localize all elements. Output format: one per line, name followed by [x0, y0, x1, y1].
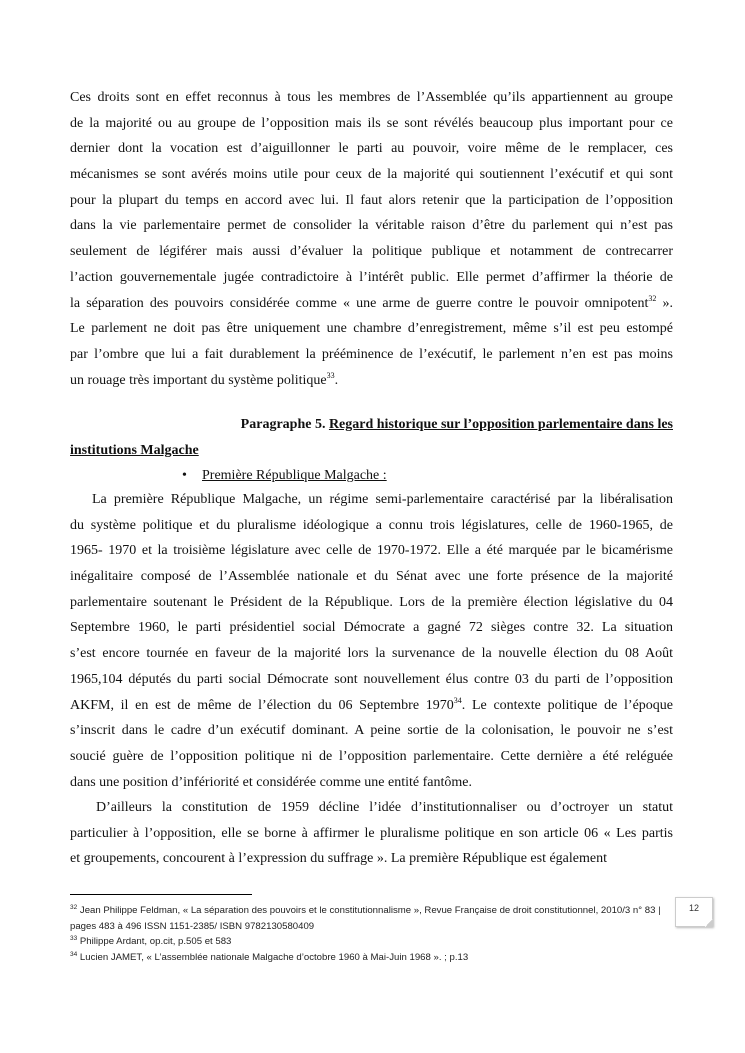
footnote [70, 903, 670, 934]
line-text: mécanismes se sont avérés moins utile pour ceux de la majorité qui soutiennent l’exécutif et qui sont [70, 167, 673, 183]
paragraph-3 [70, 795, 673, 872]
line-text: soucié guère de l’opposition politique ni de l’opposition parlementaire. Cette dernière a été reléguée [70, 748, 673, 764]
footnote-number: 32 [70, 904, 78, 911]
heading-prefix: Paragraphe 5. [240, 417, 329, 432]
footnotes [70, 903, 670, 965]
line-text: . Le contexte politique de l’époque [461, 697, 674, 713]
text-line [70, 85, 673, 111]
footnote-text: Lucien JAMET, « L’assemblée nationale Malgache d’octobre 1960 à Mai-Juin 1968 ». ; p.13 [77, 951, 469, 963]
heading-title-line1: Regard historique sur l’opposition parlementaire dans les [328, 417, 673, 432]
line-text: 1965,104 députés du parti social Démocrate sont nouvellement élus contre 03 du parti de l’opposition [70, 671, 673, 687]
footnote-separator [70, 894, 252, 895]
text-line [70, 641, 673, 667]
line-text: dans la vie parlementaire permet de consolider la véritable raison d’être du parlement qui n’est pas [70, 218, 673, 234]
line-text: Le parlement ne doit pas être uniquement une chambre d’enregistrement, même s’il est peu estompé [70, 321, 673, 337]
text-line [70, 111, 673, 137]
text-line [70, 590, 673, 616]
footnote-ref[interactable]: 32 [648, 293, 657, 303]
text-line [70, 693, 673, 719]
text-line [70, 162, 673, 188]
line-text: s’est encore tournée en faveur de la majorité lors la survenance de la nouvelle élection du 08 Août [70, 646, 673, 662]
text-line [70, 239, 673, 265]
line-text: particulier à l’opposition, elle se borne à affirmer le pluralisme politique en son article 06 « Les partis [70, 825, 673, 841]
text-line [70, 770, 673, 796]
bullet-text: Première République Malgache : [202, 468, 387, 483]
text-line [70, 538, 673, 564]
line-text: Ces droits sont en effet reconnus à tous les membres de l’Assemblée qu’ils appartiennent au groupe [70, 90, 673, 105]
footnote-text: Philippe Ardant, op.cit, p.505 et 583 [77, 936, 232, 947]
text-line [70, 136, 673, 162]
line-text: 1965- 1970 et la troisième législature avec celle de 1970-1972. Elle a été marquée par le bicamérisme [70, 543, 673, 559]
section-heading [70, 412, 673, 463]
paragraph-2 [70, 487, 673, 795]
line-text: du système politique et du pluralisme idéologique a connu trois législatures, celle de 1960-1965, de [70, 517, 673, 533]
bullet-icon: • [182, 468, 187, 483]
footnote-ref[interactable]: 34 [453, 695, 462, 705]
text-line [70, 316, 673, 342]
line-text: AKFM, il en est de même de l’élection du 06 Septembre 1970 [70, 697, 454, 713]
line-text: s’inscrit dans le cadre d’un exécutif dominant. A peine sortie de la colonisation, le pouvoir ne s’est [70, 723, 673, 739]
line-text: par l’ombre que lui a fait durablement la prééminence de l’exécutif, le parlement n’en est pas moins [70, 346, 673, 362]
footnote-number: 33 [70, 935, 78, 942]
text-line [70, 846, 673, 872]
text-line [70, 291, 673, 317]
line-text: dernier dont la vocation est d’aiguillonner le parti au pouvoir, voire même de le remplacer, ces [70, 141, 673, 157]
line-text: de la majorité ou au groupe de l’opposition mais ils se sont révélés beaucoup plus important pour ce [70, 115, 673, 131]
line-text: pour la plupart du temps en accord avec lui. Il faut alors retenir que la participation de l’opposition [70, 192, 673, 208]
line-text: . [334, 372, 339, 388]
text-line [70, 265, 673, 291]
text-line [70, 795, 673, 821]
text-line [70, 718, 673, 744]
line-text: La première République Malgache, un régime semi-parlementaire caractérisé par la libéralisation [92, 492, 673, 507]
bullet-item [182, 463, 387, 488]
line-text: la séparation des pouvoirs considérée comme « une arme de guerre contre le pouvoir omnipotent [70, 295, 649, 311]
text-line [70, 513, 673, 539]
text-line [70, 342, 673, 368]
text-line [70, 188, 673, 214]
line-text: D’ailleurs la constitution de 1959 décline l’idée d’institutionnaliser ou d’octroyer un statut [96, 800, 673, 815]
line-text: l’action gouvernementale jugée contradictoire à l’intérêt public. Elle permet d’affirmer la théorie de [70, 269, 673, 285]
footnote [70, 950, 670, 966]
footnote [70, 934, 670, 950]
line-text: Septembre 1960, le parti présidentiel social Démocrate a gagné 72 sièges contre 32. La situation [70, 620, 673, 636]
line-text: seulement de légiférer mais aussi d’évaluer la politique publique et notamment de contrecarrer [70, 244, 673, 260]
text-line [70, 564, 673, 590]
text-line [70, 487, 673, 513]
line-text: ». [656, 295, 673, 311]
line-text: parlementaire soutenant le Président de la République. Lors de la première élection législative du 04 [70, 594, 673, 610]
line-text: et groupements, concourent à l’expression du suffrage ». La première République est également [70, 851, 607, 867]
line-text: un rouage très important du système politique [70, 372, 327, 388]
footnote-number: 34 [70, 950, 78, 958]
text-line [70, 744, 673, 770]
text-line [70, 368, 673, 394]
text-line [70, 213, 673, 239]
line-text: inégalitaire composé de l’Assemblée nationale et du Sénat avec une forte présence de la majorité [70, 569, 673, 585]
text-line [70, 667, 673, 693]
paragraph-1 [70, 85, 673, 393]
heading-title-line2: institutions Malgache [70, 442, 199, 458]
page-number: 12 [675, 897, 713, 927]
text-line [70, 821, 673, 847]
line-text: dans une position d’infériorité et considérée comme une entité fantôme. [70, 774, 472, 790]
footnote-ref[interactable]: 33 [326, 370, 335, 380]
text-line [70, 615, 673, 641]
footnote-text: Jean Philippe Feldman, « La séparation des pouvoirs et le constitutionnalisme », Revue Française de droit constitutionnel, 2010/3 n° 83 | pages 483 à 496 ISSN 1151-2385/ ISBN 9782130580409 [70, 905, 661, 932]
